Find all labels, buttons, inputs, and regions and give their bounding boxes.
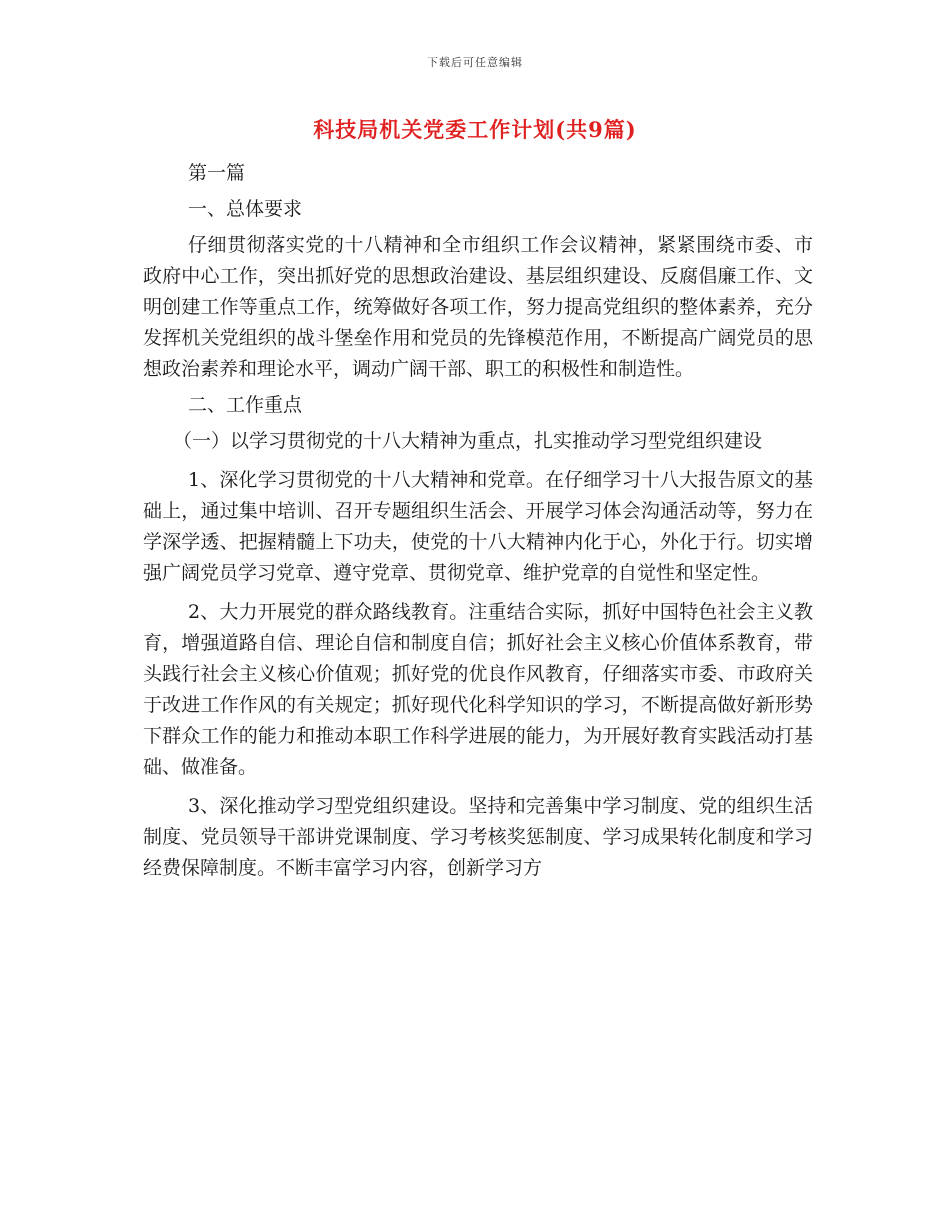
body-paragraph: 2、大力开展党的群众路线教育。注重结合实际，抓好中国特色社会主义教育，增强道路自信、理论自信和制度自信；抓好社会主义核心价值体系教育，带头践行社会主义核心价值观；抓好党的优良作风教育，仔细落实市委、市政府关于改进工作作风的有关规定；抓好现代化科学知识的学习，不断提高做好新形势下群众工作的能力和推动本职工作科学进展的能力，为开展好教育实践活动打基础、做准备。 <box>143 601 813 778</box>
section-heading: 二、工作重点 <box>188 394 303 416</box>
document-body <box>143 158 813 884</box>
body-paragraph: 仔细贯彻落实党的十八精神和全市组织工作会议精神，紧紧围绕市委、市政府中心工作，突出抓好党的思想政治建设、基层组织建设、反腐倡廉工作、文明创建工作等重点工作，统筹做好各项工作，努力提高党组织的整体素养，充分发挥机关党组织的战斗堡垒作用和党员的先锋模范作用，不断提高广阔党员的思想政治素养和理论水平，调动广阔干部、职工的积极性和制造性。 <box>143 234 813 380</box>
document-title: 科技局机关党委工作计划(共9篇) <box>313 117 637 142</box>
subsection-heading: （一）以学习贯彻党的十八大精神为重点，扎实推动学习型党组织建设 <box>173 430 763 452</box>
body-paragraph: 1、深化学习贯彻党的十八大精神和党章。在仔细学习十八大报告原文的基础上，通过集中培训、召开专题组织生活会、开展学习体会沟通活动等，努力在学深学透、把握精髓上下功夫，使党的十八大精神内化于心，外化于行。切实增强广阔党员学习党章、遵守党章、贯彻党章、维护党章的自觉性和坚定性。 <box>143 469 813 584</box>
section-heading: 第一篇 <box>188 162 246 184</box>
section-heading: 一、总体要求 <box>188 198 303 220</box>
body-paragraph: 3、深化推动学习型党组织建设。坚持和完善集中学习制度、党的组织生活制度、党员领导干部讲党课制度、学习考核奖惩制度、学习成果转化制度和学习经费保障制度。不断丰富学习内容，创新学习方 <box>143 795 813 879</box>
header-note: 下载后可任意编辑 <box>427 56 523 69</box>
